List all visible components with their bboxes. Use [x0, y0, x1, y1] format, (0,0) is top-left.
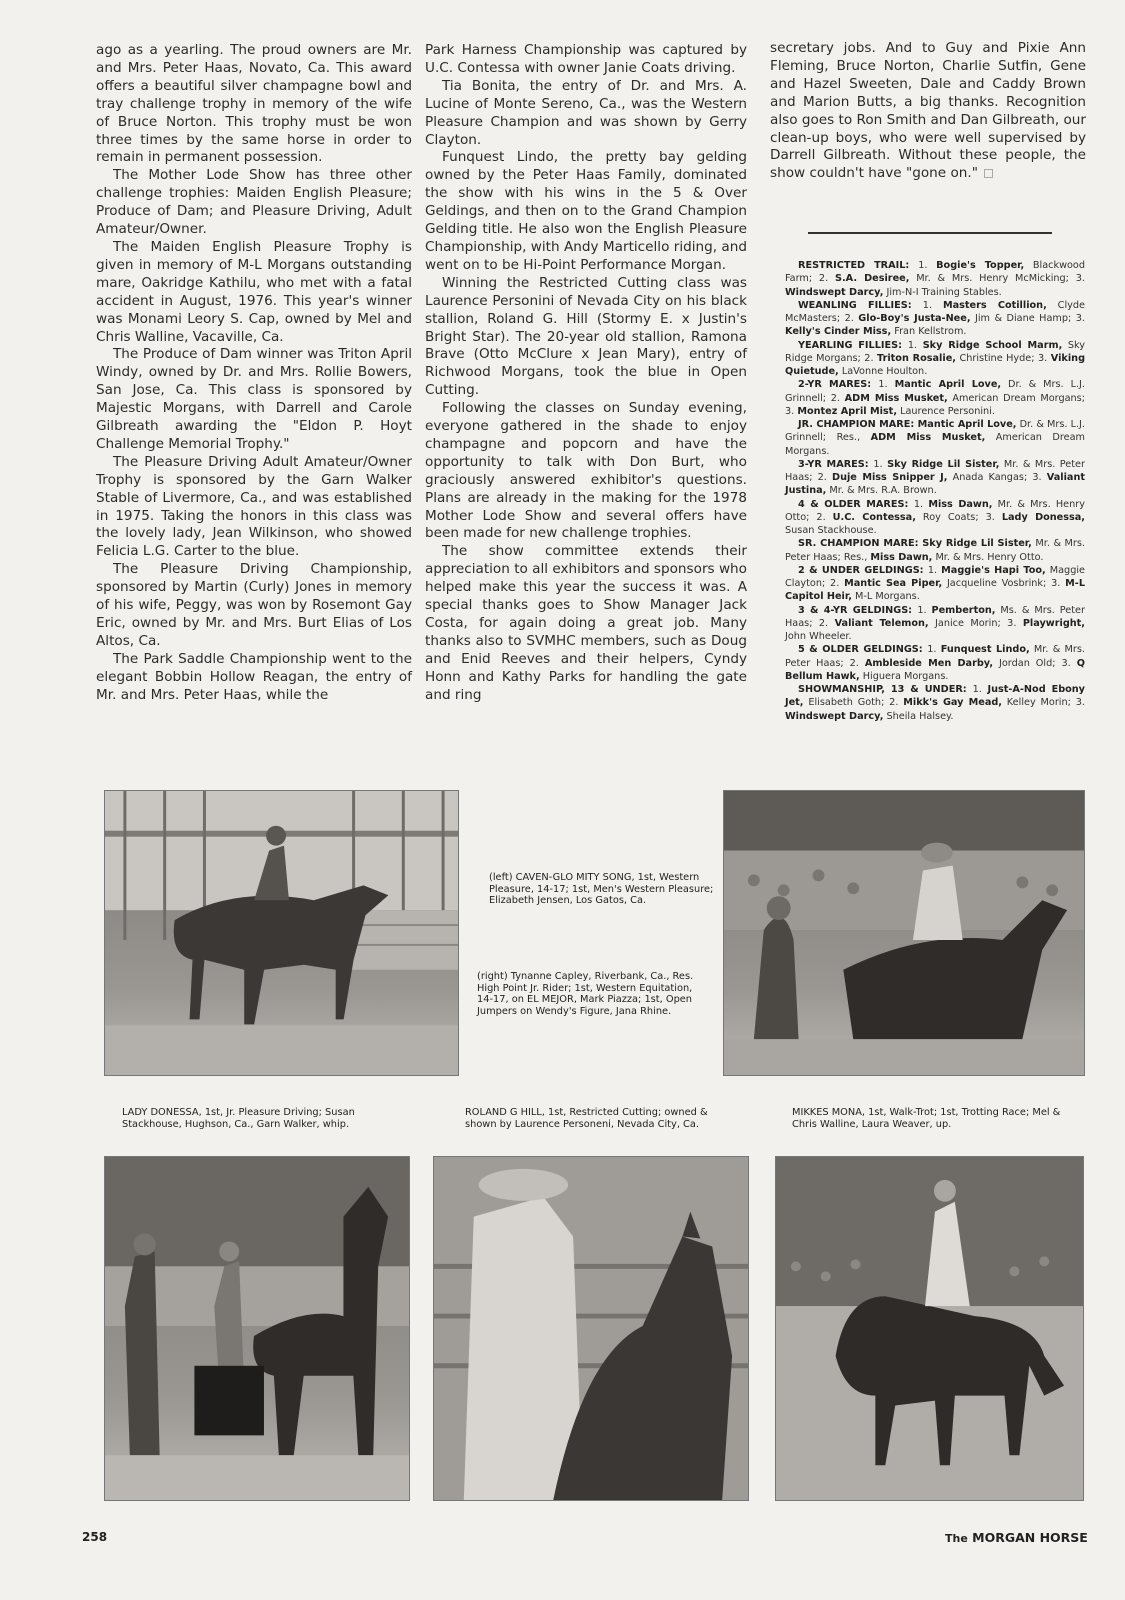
article-column-1: [96, 42, 412, 705]
result-entry: 2-YR MARES: 1. Mantic April Love, Dr. & Mrs. L.J. Grinnell; 2. ADM Miss Musket, American Dream Morgans; 3. Montez April Mist, Laurence Personini.: [785, 379, 1085, 417]
article-paragraph: Tia Bonita, the entry of Dr. and Mrs. A. Lucine of Monte Sereno, Ca., was the Western Pleasure Champion and was shown by Gerry Clayton.: [425, 77, 747, 148]
horse-name: ADM Miss Musket,: [870, 432, 986, 444]
horse-name: Montez April Mist,: [797, 405, 897, 417]
horse-name: Duje Miss Snipper J,: [832, 472, 948, 483]
result-entry: SR. CHAMPION MARE: Sky Ridge Lil Sister, Mr. & Mrs. Peter Haas; Res., Miss Dawn, Mr. & Mrs. Henry Otto.: [785, 538, 1086, 563]
western-rider-photo-icon: [724, 791, 1084, 1075]
horse-name: ADM Miss Musket,: [844, 392, 948, 404]
horse-name: Miss Dawn,: [928, 498, 993, 510]
article-paragraph: Following the classes on Sunday evening, everyone gathered in the shade to enjoy champagne and popcorn and have the opportunity to talk with Don Burt, who graciously answered exhibitor's questions. Plans are already in the making for the 1978 Mother Lode Show and several offers have been made for new challenge trophies.: [425, 400, 747, 542]
horse-name: Triton Rosalie,: [877, 352, 956, 364]
article-paragraph: The Pleasure Driving Championship, sponsored by Martin (Curly) Jones in memory of his wife, Peggy, was won by Rosemont Gay Eric, owned by Mr. and Mrs. Burt Elias of Los Altos, Ca.: [96, 561, 412, 649]
result-class: RESTRICTED TRAIL:: [798, 260, 919, 271]
result-entry: 2 & UNDER GELDINGS: 1. Maggie's Hapi Too, Maggie Clayton; 2. Mantic Sea Piper, Jacqueline Vosbrink; 3. M-L Capitol Heir, M-L Morgans.: [785, 564, 1085, 603]
photo-caven-glo-mity-song: [104, 790, 459, 1076]
magazine-prefix: The: [945, 1532, 968, 1545]
horse-name: Kelly's Cinder Miss,: [785, 326, 892, 338]
result-class: SR. CHAMPION MARE:: [798, 538, 923, 550]
photo-caption-right: (right) Tynanne Capley, Riverbank, Ca., Res. High Point Jr. Rider; 1st, Western Equitation, 14-17, on EL MEJOR, Mark Piazza; 1st, Open Jumpers on Wendy's Figure, Jana Rhine.: [477, 971, 694, 1017]
horse-name: Viking Quietude,: [785, 352, 1086, 377]
article-paragraph: [770, 40, 1086, 183]
result-entry: 5 & OLDER GELDINGS: 1. Funquest Lindo, Mr. & Mrs. Peter Haas; 2. Ambleside Men Darby, Jordan Old; 3. Q Bellum Hawk, Higuera Morgans.: [785, 644, 1085, 682]
article-paragraph: Winning the Restricted Cutting class was Laurence Personini of Nevada City on his black stallion, Roland G. Hill (Stormy E. x Justin's Bright Star). The 20-year old stallion, Ramona Brave (Otto McClure x Jean Mary), entry of Richwood Morgans, took the blue in Open Cutting.: [425, 274, 747, 399]
horse-name: U.C. Contessa,: [832, 511, 916, 523]
horse-name: Q Bellum Hawk,: [785, 657, 1085, 682]
article-closing-text: secretary jobs. And to Guy and Pixie Ann Fleming, Bruce Norton, Charlie Sutfin, Gene and Hazel Sweeten, Dale and Caddy Brown and Marion Butts, a big thanks. Recognition also goes to Ron Smith and Dan Gilbreath, our clean-up boys, who were well supervised by Darrell Gilbreath. Without these people, the show couldn't have "gone on.": [770, 40, 1086, 182]
photo-lady-donessa: [104, 1156, 410, 1501]
photo-caption-left: (left) CAVEN-GLO MITY SONG, 1st, Western Pleasure, 14-17; 1st, Men's Western Pleasure; Elizabeth Jensen, Los Gatos, Ca.: [489, 872, 714, 907]
magazine-name: MORGAN HORSE: [972, 1530, 1088, 1545]
article-paragraph: The Produce of Dam winner was Triton April Windy, owned by Dr. and Mrs. Rollie Bowers, San Jose, Ca. This class is sponsored by Majestic Morgans, with Darrell and Carole Gilbreath awarding the "Eldon P. Hoyt Challenge Memorial Trophy.": [96, 346, 412, 452]
result-class: 5 & OLDER GELDINGS:: [798, 644, 928, 656]
horse-name: M-L Capitol Heir,: [785, 578, 1085, 603]
result-class: SHOWMANSHIP, 13 & UNDER:: [798, 684, 973, 695]
horse-name: Sky Ridge School Marm,: [922, 339, 1063, 351]
horse-name: Sky Ridge Lil Sister,: [922, 538, 1032, 550]
article-paragraph: ago as a yearling. The proud owners are Mr. and Mrs. Peter Haas, Novato, Ca. This award offers a beautiful silver champagne bowl and tray challenge trophy in memory of the wife of Bruce Norton. This trophy must be won three times by the same horse in order to remain in permanent possession.: [96, 42, 412, 166]
horse-name: Windswept Darcy,: [785, 286, 884, 298]
section-divider: [808, 232, 1052, 234]
photo-mikkes-mona: [775, 1156, 1084, 1501]
article-paragraph: The Pleasure Driving Adult Amateur/Owner Trophy is sponsored by the Garn Walker Stable of Livermore, Ca., and was established in 1975. Taking the honors in this class was the lovely lady, Jean Wilkinson, who showed Felicia L.G. Carter to the blue.: [96, 453, 412, 560]
horse-name: Mikk's Gay Mead,: [903, 697, 1002, 709]
horse-name: Pemberton,: [931, 604, 996, 616]
result-entry: JR. CHAMPION MARE: Mantic April Love, Dr. & Mrs. L.J. Grinnell; Res., ADM Miss Musket, American Dream Morgans.: [785, 419, 1085, 457]
result-class: JR. CHAMPION MARE:: [798, 419, 918, 430]
page-number: 258: [82, 1530, 108, 1544]
horse-name: Bogie's Topper,: [936, 260, 1025, 271]
horse-name: Playwright,: [1022, 617, 1085, 629]
horse-name: Glo-Boy's Justa-Nee,: [858, 313, 971, 324]
article-paragraph: The Park Saddle Championship went to the elegant Bobbin Hollow Reagan, the entry of Mr. and Mrs. Peter Haas, while the: [96, 650, 412, 703]
end-mark-icon: [984, 169, 993, 178]
result-class: 3 & 4-YR GELDINGS:: [798, 604, 918, 616]
photo-caption-bottom-left: LADY DONESSA, 1st, Jr. Pleasure Driving; Susan Stackhouse, Hughson, Ca., Garn Walker, whip.: [122, 1107, 355, 1130]
result-class: 2 & UNDER GELDINGS:: [798, 564, 928, 576]
result-class: 2-YR MARES:: [798, 379, 879, 391]
horse-name: Windswept Darcy,: [785, 710, 884, 722]
horse-name: Mantic April Love,: [894, 379, 1002, 391]
result-entry: 4 & OLDER MARES: 1. Miss Dawn, Mr. & Mrs. Henry Otto; 2. U.C. Contessa, Roy Coats; 3. Lady Donessa, Susan Stackhouse.: [785, 498, 1085, 536]
horse-name: Funquest Lindo,: [940, 644, 1030, 656]
driving-horse-photo-icon: [105, 1157, 409, 1500]
result-entry: RESTRICTED TRAIL: 1. Bogie's Topper, Blackwood Farm; 2. S.A. Desiree, Mr. & Mrs. Henry McMicking; 3. Windswept Darcy, Jim-N-I Training Stables.: [785, 260, 1085, 298]
result-entry: 3-YR MARES: 1. Sky Ridge Lil Sister, Mr. & Mrs. Peter Haas; 2. Duje Miss Snipper J, Anada Kangas; 3. Valiant Justina, Mr. & Mrs. R.A. Brown.: [785, 458, 1086, 497]
horse-name: Miss Dawn,: [870, 551, 933, 563]
horse-name: S.A. Desiree,: [834, 273, 910, 285]
result-class: 3-YR MARES:: [798, 458, 874, 470]
horse-name: Ambleside Men Darby,: [864, 657, 994, 669]
horse-name: Mantic Sea Piper,: [844, 578, 943, 589]
article-paragraph: Funquest Lindo, the pretty bay gelding owned by the Peter Haas Family, dominated the show with his wins in the 5 & Over Geldings, and then on to the Grand Champion Gelding title. He also won the English Pleasure Championship, with Andy Marticello riding, and went on to be Hi-Point Performance Morgan.: [425, 149, 747, 273]
show-results-list: [785, 259, 1085, 723]
walk-trot-horse-photo-icon: [776, 1157, 1083, 1500]
horse-name: Mantic April Love,: [917, 419, 1017, 430]
article-column-2: [425, 42, 747, 705]
photo-roland-g-hill: [433, 1156, 749, 1501]
article-paragraph: The show committee extends their appreciation to all exhibitors and sponsors who helped make this year the success it was. A special thanks goes to Show Manager Jack Costa, for again doing a great job. Many thanks also to SVMHC members, such as Doug and Enid Reeves and their helpers, Cyndy Honn and Kathy Parks for handling the gate and ring: [425, 543, 747, 703]
result-class: YEARLING FILLIES:: [798, 339, 908, 351]
horse-name: Masters Cotillion,: [942, 299, 1047, 311]
horse-name: Valiant Justina,: [785, 472, 1085, 497]
article-paragraph: The Maiden English Pleasure Trophy is given in memory of M-L Morgans outstanding mare, Oakridge Kathilu, who met with a fatal accident in August, 1976. This year's winner was Monami Leory S. Cap, owned by Mel and Chris Walline, Vacaville, Ca.: [96, 238, 412, 345]
article-column-3: [770, 40, 1086, 183]
photo-tynanne-capley: [723, 790, 1085, 1076]
result-entry: WEANLING FILLIES: 1. Masters Cotillion, Clyde McMasters; 2. Glo-Boy's Justa-Nee, Jim & Diane Hamp; 3. Kelly's Cinder Miss, Fran Kellstrom.: [785, 299, 1085, 338]
horse-name: Lady Donessa,: [1001, 511, 1085, 523]
article-paragraph: The Mother Lode Show has three other challenge trophies: Maiden English Pleasure; Produce of Dam; and Pleasure Driving, Adult Amateur/Owner.: [96, 167, 412, 238]
result-entry: SHOWMANSHIP, 13 & UNDER: 1. Just-A-Nod Ebony Jet, Elisabeth Goth; 2. Mikk's Gay Mead, Kelley Morin; 3. Windswept Darcy, Sheila Halsey.: [785, 684, 1085, 722]
result-entry: YEARLING FILLIES: 1. Sky Ridge School Marm, Sky Ridge Morgans; 2. Triton Rosalie, Christine Hyde; 3. Viking Quietude, LaVonne Houlton.: [785, 339, 1086, 377]
horse-name: Sky Ridge Lil Sister,: [887, 458, 1000, 470]
result-class: 4 & OLDER MARES:: [798, 498, 914, 510]
horse-name: Valiant Telemon,: [834, 617, 929, 629]
photo-caption-bottom-right: MIKKES MONA, 1st, Walk-Trot; 1st, Trotting Race; Mel & Chris Walline, Laura Weaver, up.: [792, 1107, 1061, 1130]
photo-caption-bottom-middle: ROLAND G HILL, 1st, Restricted Cutting; owned & shown by Laurence Personeni, Nevada City, Ca.: [465, 1107, 708, 1130]
result-entry: 3 & 4-YR GELDINGS: 1. Pemberton, Ms. & Mrs. Peter Haas; 2. Valiant Telemon, Janice Morin; 3. Playwright, John Wheeler.: [785, 604, 1085, 642]
article-paragraph: Park Harness Championship was captured by U.C. Contessa with owner Janie Coats driving.: [425, 42, 747, 76]
horse-name: Maggie's Hapi Too,: [941, 564, 1046, 576]
horse-rider-photo-icon: [105, 791, 458, 1075]
cutting-horse-photo-icon: [434, 1157, 748, 1500]
horse-name: Just-A-Nod Ebony Jet,: [785, 684, 1085, 709]
result-class: WEANLING FILLIES:: [798, 299, 923, 311]
magazine-title: [945, 1530, 1088, 1545]
